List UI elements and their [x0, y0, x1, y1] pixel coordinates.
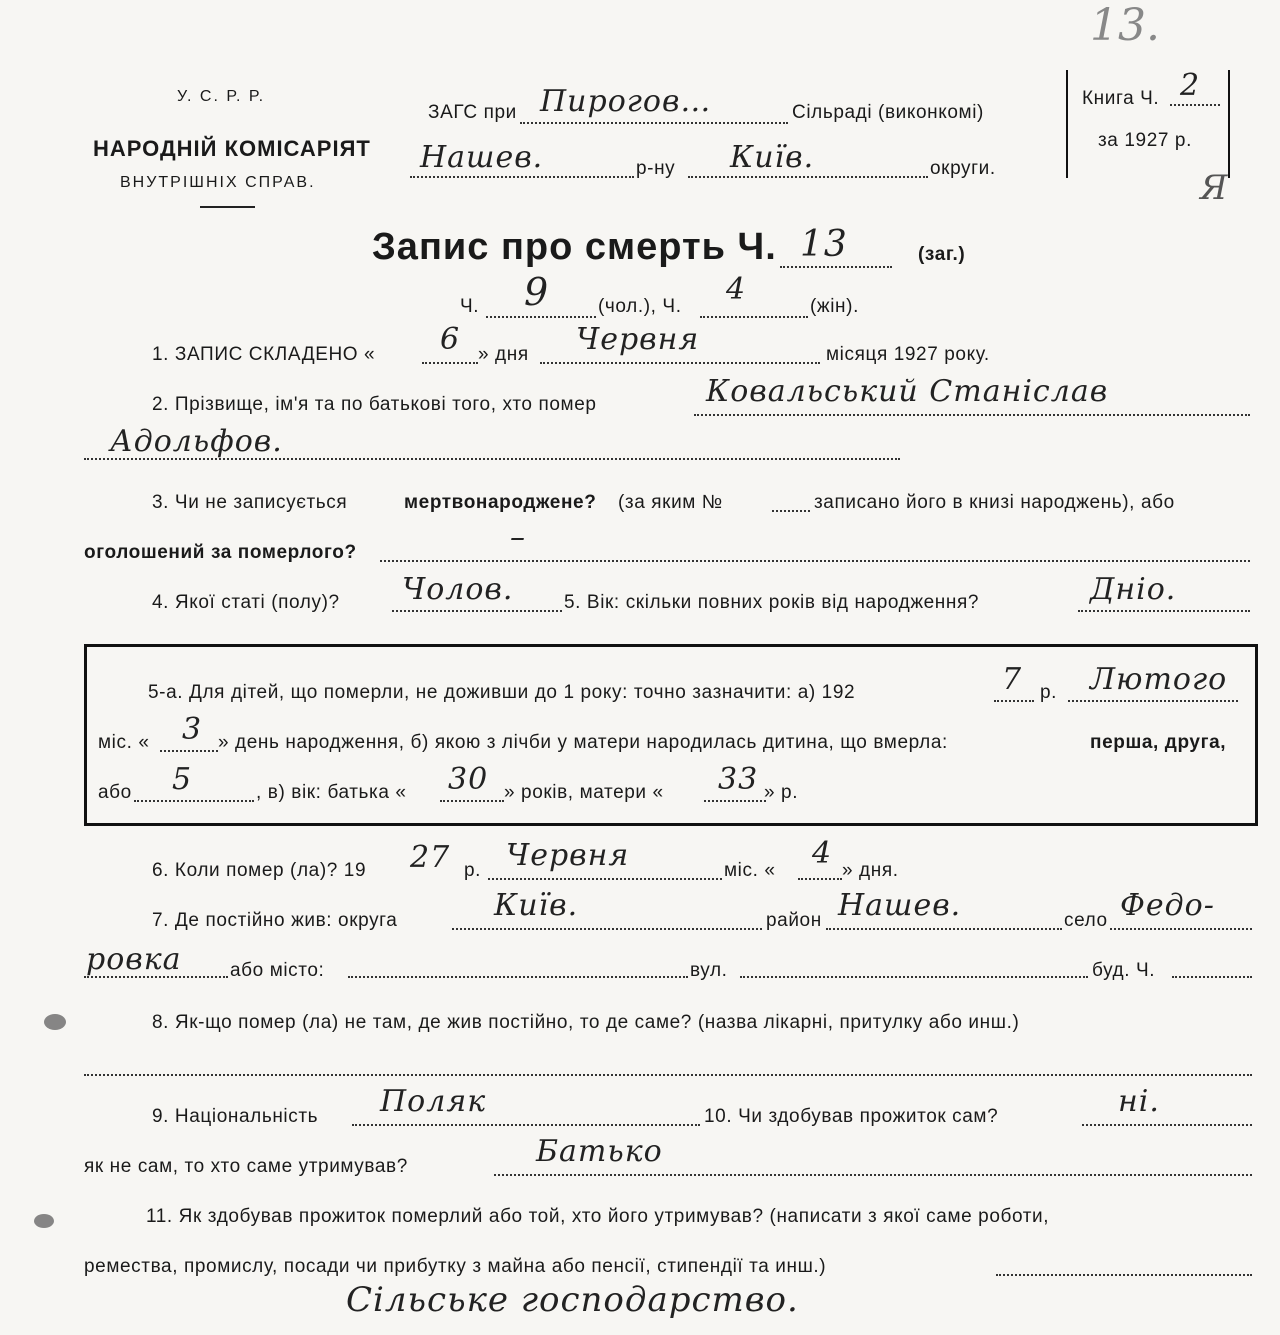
f5-line [1078, 610, 1250, 612]
f3-line1-c: (за яким № [618, 492, 723, 513]
box5a-line2-a: міс. « [98, 732, 150, 753]
f11-value: Сільське господарство. [346, 1280, 799, 1320]
f7-rayon: Нашев. [838, 888, 962, 923]
female-label: (жін). [810, 296, 859, 317]
f7-bud-line [1172, 976, 1252, 978]
count-ch-label: Ч. [460, 296, 480, 317]
record-number-line [780, 266, 892, 268]
f4-label: 4. Якої статі (полу)? [152, 592, 340, 613]
f1-mid: » дня [478, 344, 529, 365]
book-year: за 1927 р. [1098, 130, 1192, 151]
box5a-father-line [440, 800, 504, 802]
box5a-month-line [1068, 700, 1238, 702]
male-count: 9 [524, 270, 550, 314]
f6-month-line [488, 878, 722, 880]
book-label: Книга Ч. [1082, 88, 1160, 109]
f1-month-line [540, 362, 820, 364]
f7-okrug-line [452, 928, 762, 930]
f6-label: 6. Коли помер (ла)? 19 [152, 860, 367, 881]
zags-label: ЗАГС при [428, 102, 517, 123]
f11-line2-dots [996, 1274, 1252, 1276]
f7-misto: або місто: [230, 960, 325, 981]
f9-line [352, 1124, 700, 1126]
f8-line [84, 1074, 1252, 1076]
male-label: (чол.), Ч. [598, 296, 682, 317]
f2-name: Ковальський Станіслав [706, 374, 1109, 409]
box5a-order-line [134, 800, 254, 802]
ink-smudge [44, 1014, 66, 1030]
book-box [1066, 70, 1230, 178]
f7-rayon-line [826, 928, 1062, 930]
ink-smudge [34, 1214, 54, 1228]
corner-mark-side: Я [1200, 168, 1228, 208]
f3-declared-dead: оголошений за померлого? [84, 542, 357, 563]
f2-name-line [694, 414, 1250, 416]
f7-bud: буд. Ч. [1092, 960, 1156, 981]
box5a-day: 3 [182, 712, 203, 747]
f3-declared-value: – [510, 520, 526, 555]
box5a-year-line [994, 700, 1034, 702]
box5a-line2-b: » день народження, б) якою з лічби у матери народилась дитина, що вмерла: [218, 732, 948, 753]
f3-line1-d: записано його в книзі народжень), або [814, 492, 1175, 513]
header-rule [200, 206, 255, 208]
female-count-line [700, 316, 808, 318]
f10-line [1082, 1124, 1252, 1126]
district-label: р-ну [636, 158, 676, 179]
box5a-father-age: 30 [448, 762, 489, 797]
f7-selo2-line [84, 976, 228, 978]
f6-mis: міс. « [724, 860, 776, 881]
f5-value: Дніо. [1090, 572, 1177, 607]
box5a-year-digit: 7 [1002, 662, 1023, 697]
f7-misto-line [348, 976, 688, 978]
f11-line2: ремества, промислу, посади чи прибутку з майна або пенсії, стипендії та инш.) [84, 1256, 827, 1277]
f7-selo: Федо- [1120, 888, 1215, 923]
male-count-line [486, 316, 596, 318]
box5a-line3-a: або [98, 782, 132, 803]
header-department: ВНУТРІШНІХ СПРАВ. [120, 174, 316, 191]
f9-value: Поляк [380, 1084, 487, 1119]
f3-number-line [772, 510, 810, 512]
box5a-line3-d: » р. [764, 782, 799, 803]
okrug-label: округи. [930, 158, 996, 179]
record-suffix: (заг.) [918, 244, 966, 265]
f6-year: 27 [410, 840, 451, 875]
f6-day-line [798, 878, 842, 880]
district-line [410, 176, 634, 178]
f6-day: 4 [812, 836, 833, 871]
box5a-order: 5 [172, 762, 193, 797]
book-number: 2 [1180, 68, 1201, 103]
f3-line1-a: 3. Чи не записується [152, 492, 348, 513]
f11-line1: 11. Як здобував прожиток померлий або той, хто його утримував? (написати з якої саме роботи, [146, 1206, 1050, 1227]
f6-month: Червня [506, 838, 630, 873]
f7-label: 7. Де постійно жив: округа [152, 910, 398, 931]
f1-day-line [422, 362, 478, 364]
corner-mark-number: 13. [1090, 0, 1160, 51]
f10-line2-label: як не сам, то хто саме утримував? [84, 1156, 408, 1177]
f4-value: Чолов. [402, 572, 514, 607]
district-value: Нашев. [420, 140, 544, 175]
box5a-mother-age: 33 [718, 762, 759, 797]
f5-label: 5. Вік: скільки повних років від народження? [564, 592, 980, 613]
f10-line2-line [494, 1174, 1252, 1176]
box5a-line3-c: » років, матери « [504, 782, 664, 803]
f7-selo-line [1110, 928, 1252, 930]
village-line [520, 122, 788, 124]
f7-vul: вул. [690, 960, 728, 981]
f6-tail: » дня. [842, 860, 899, 881]
f7-selo-label: село [1064, 910, 1108, 931]
female-count: 4 [726, 272, 747, 307]
box5a-line3-b: , в) вік: батька « [256, 782, 407, 803]
record-number: 13 [800, 224, 848, 265]
box5a-month: Лютого [1090, 662, 1228, 697]
f1-day: 6 [440, 322, 461, 357]
f10-value: ні. [1118, 1084, 1160, 1119]
book-number-line [1170, 104, 1220, 106]
okrug-value: Київ. [730, 140, 815, 175]
f7-okrug: Київ. [494, 888, 579, 923]
f9-label: 9. Національність [152, 1106, 319, 1127]
box5a-mother-line [704, 800, 766, 802]
okrug-line [688, 176, 928, 178]
f7-rayon-label: район [766, 910, 822, 931]
council-label: Сільраді (виконкомі) [792, 102, 984, 123]
record-title: Запис про смерть Ч. [372, 226, 777, 268]
box5a-line1-tail: р. [1040, 682, 1058, 703]
village-value: Пирогов… [540, 84, 712, 119]
f10-label: 10. Чи здобував прожиток сам? [704, 1106, 999, 1127]
box5a-line2-c: перша, друга, [1090, 732, 1227, 753]
header-ministry: НАРОДНІЙ КОМІСАРІЯТ [93, 136, 371, 161]
f1-month: Червня [576, 322, 700, 357]
f4-line [392, 610, 562, 612]
f8-label: 8. Як-що помер (ла) не там, де жив постійно, то де саме? (назва лікарні, притулку або инш.) [152, 1012, 1020, 1033]
f3-declared-line [380, 560, 1250, 562]
f6-r: р. [464, 860, 482, 881]
f1-label: 1. ЗАПИС СКЛАДЕНО « [152, 344, 376, 365]
f10-line2-value: Батько [536, 1134, 663, 1169]
f2-patronymic-line [84, 458, 900, 460]
f2-patronymic: Адольфов. [110, 424, 283, 459]
f1-tail: місяця 1927 року. [826, 344, 990, 365]
header-republic: У. С. Р. Р. [177, 88, 266, 105]
box5a-line1: 5-а. Для дітей, що померли, не доживши до 1 року: точно зазначити: а) 192 [148, 682, 856, 703]
f7-vul-line [740, 976, 1088, 978]
f7-selo2: ровка [86, 942, 182, 977]
box5a-day-line [160, 750, 218, 752]
f3-stillborn: мертвонароджене? [404, 492, 597, 513]
f2-label: 2. Прізвище, ім'я та по батькові того, хто помер [152, 394, 597, 415]
